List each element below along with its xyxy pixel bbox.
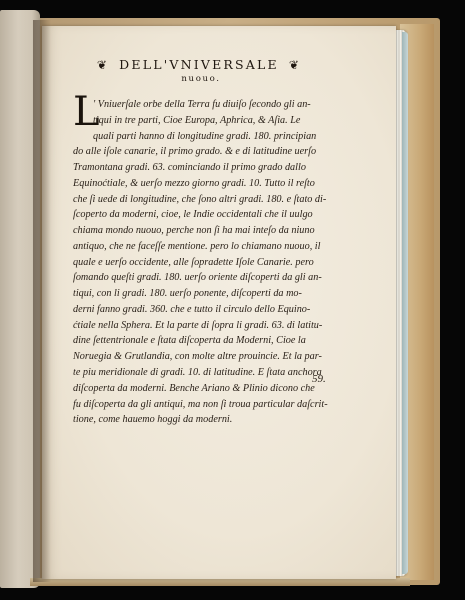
text-line: ſomando queſti gradi. 180. uerſo oriente diſcoperti da gli an- [73, 272, 322, 284]
fleuron-right-icon: ❦ [288, 58, 302, 72]
text-line: quali parti hanno di longitudine gradi. 180. principian [93, 130, 317, 142]
text-line: tiqui in tre parti, Cioe Europa, Aphrica, & Aſia. Le [93, 114, 301, 126]
text-line: tione, come hauemo hoggi da moderni. [73, 414, 233, 426]
text-line: do alle iſole canarie, il primo grado. & e di latitudine uerſo [73, 146, 317, 158]
running-head-text: DELL'VNIVERSALE [119, 57, 279, 72]
text-line: antiquo, che ne faceſſe mentione. pero lo chiamano nuouo, il [73, 240, 321, 252]
fleuron-left-icon: ❦ [96, 58, 110, 72]
text-line: ' Vniuerſale orbe della Terra fu diuiſo ſecondo gli an- [93, 99, 311, 110]
running-subhead: nuouo. [181, 74, 221, 84]
cover-bottom-edge [30, 578, 410, 586]
text-line: quale e uerſo occidente, alle ſopradette Iſole Canarie. pero [73, 256, 314, 268]
text-line: diſcoperta da moderni. Benche Ariano & Plinio dicono che [73, 382, 315, 394]
text-line: tiqui, con li gradi. 180. uerſo ponente, diſcoperti da mo- [73, 288, 302, 300]
text-line: Noruegia & Grutlandia, con molte altre prouincie. Et la par- [73, 351, 322, 363]
text-line: derni fanno gradi. 360. che e tutto il circulo dello Equino- [73, 303, 311, 315]
text-line: dine ſettentrionale e ſtata diſcoperta da Moderni, Cioe la [73, 335, 306, 347]
text-line: chiama mondo nuouo, perche non ſi ha mai inteſo da niuno [73, 225, 315, 237]
text-line: ſcoperto da moderni, cioe, le Indie occidentali che il uulgo [73, 209, 313, 221]
text-line: Equinoćtiale, & uerſo mezzo giorno gradi. 10. Tutto il reſto [73, 177, 315, 189]
gutter-shadow [33, 20, 51, 582]
page-edge-tint [402, 32, 408, 574]
page-number: 59. [312, 373, 326, 385]
text-line: fu diſcoperta da gli antiqui, ma non ſi troua particular daſcrit- [73, 398, 328, 410]
text-line: Tramontana gradi. 63. cominciando il primo grado dallo [73, 162, 306, 174]
text-line: che ſi uede di longitudine, che ſono altri gradi. 180. e ſtato di- [73, 193, 327, 205]
text-line: ćtiale nella Sphera. Et la parte di ſopra li gradi. 63. di latitu- [73, 319, 323, 331]
text-line: te piu meridionale di gradi. 10. di latitudine. E ſtata anchora [73, 367, 322, 379]
running-head [60, 57, 338, 72]
drop-cap: L [73, 89, 100, 135]
